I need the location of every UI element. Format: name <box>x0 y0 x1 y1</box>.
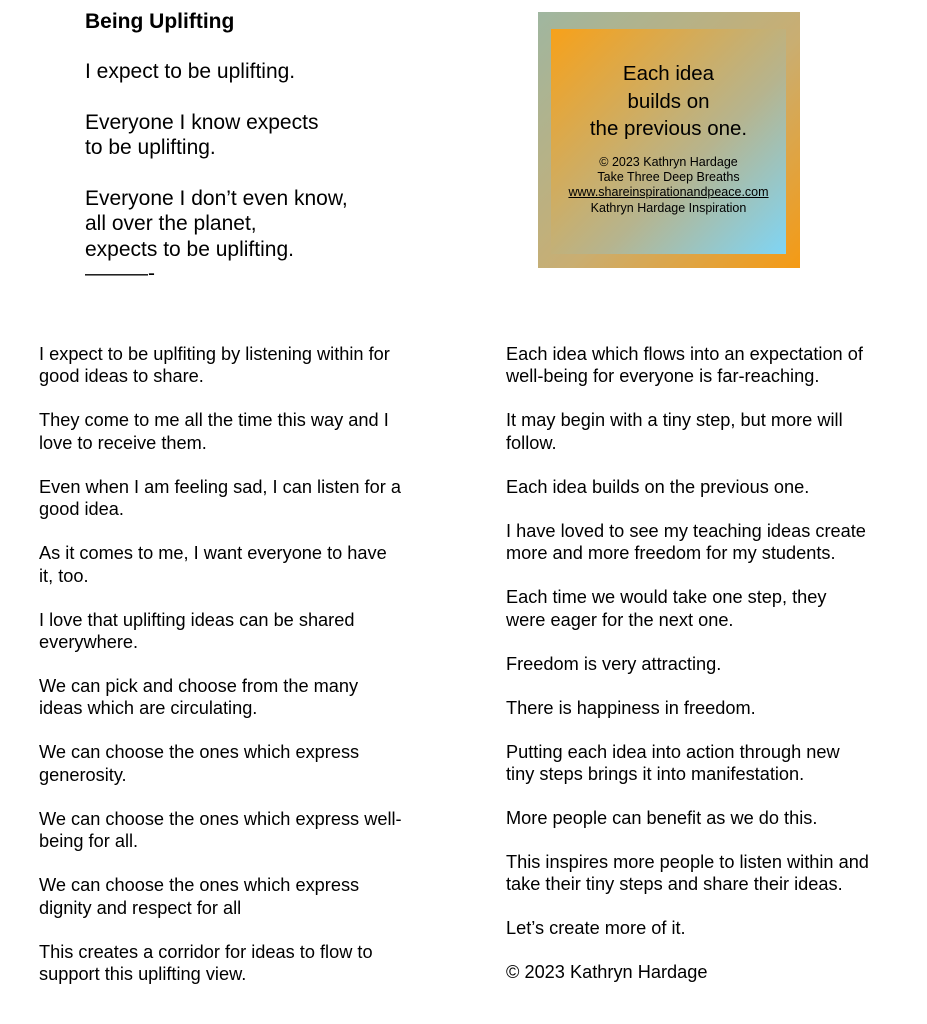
poem-stanza-1: I expect to be uplifting. <box>85 60 296 83</box>
right-paragraph: More people can benefit as we do this. <box>506 808 818 829</box>
left-paragraph: We can choose the ones which express generosity. <box>39 742 360 785</box>
poem-stanza-3: Everyone I don’t even know, all over the planet, expects to be uplifting. <box>85 186 348 261</box>
right-paragraph: Let’s create more of it. <box>506 918 686 939</box>
left-paragraph: We can choose the ones which express dignity and respect for all <box>39 875 360 918</box>
poem-title: Being Uplifting <box>85 10 235 33</box>
copyright-line: © 2023 Kathryn Hardage <box>506 962 708 983</box>
right-paragraph: Freedom is very attracting. <box>506 653 722 674</box>
right-paragraph: I have loved to see my teaching ideas create more and more freedom for my students. <box>506 520 866 564</box>
left-paragraph: They come to me all the time this way and I love to receive them. <box>39 410 389 453</box>
card-website-link[interactable]: www.shareinspirationandpeace.com <box>568 185 769 200</box>
quote-card <box>538 12 800 268</box>
poem-stanza-2: Everyone I know expects to be uplifting. <box>85 110 319 159</box>
card-series: Take Three Deep Breaths <box>597 170 740 185</box>
card-credits <box>551 155 786 216</box>
card-brand: Kathryn Hardage Inspiration <box>590 200 747 215</box>
right-column <box>506 343 906 1005</box>
right-paragraph: Each time we would take one step, they were eager for the next one. <box>506 587 827 630</box>
card-copyright: © 2023 Kathryn Hardage <box>599 155 738 169</box>
left-paragraph: As it comes to me, I want everyone to have it, too. <box>39 543 387 586</box>
card-quote: Each idea builds on the previous one. <box>589 62 748 140</box>
poem-section <box>85 8 505 286</box>
right-paragraph: There is happiness in freedom. <box>506 697 756 718</box>
right-paragraph: Putting each idea into action through new tiny steps brings it into manifestation. <box>506 741 840 785</box>
right-paragraph: Each idea builds on the previous one. <box>506 476 810 497</box>
left-paragraph: This creates a corridor for ideas to flow to support this uplifting view. <box>39 941 373 985</box>
right-paragraph: This inspires more people to listen within and take their tiny steps and share their ideas. <box>506 852 869 895</box>
left-paragraph: We can choose the ones which express well- being for all. <box>39 808 402 852</box>
left-paragraph: We can pick and choose from the many ideas which are circulating. <box>39 676 359 719</box>
left-paragraph: Even when I am feeling sad, I can listen for a good idea. <box>39 476 401 520</box>
left-paragraph: I love that uplifting ideas can be shared everywhere. <box>39 609 355 653</box>
right-paragraph: Each idea which flows into an expectation of well-being for everyone is far-reaching. <box>506 344 863 387</box>
quote-card-inner <box>551 29 786 254</box>
poem-divider: ———- <box>85 262 155 285</box>
right-paragraph: It may begin with a tiny step, but more will follow. <box>506 410 843 453</box>
left-paragraph: I expect to be uplfiting by listening within for good ideas to share. <box>39 344 390 387</box>
left-column <box>39 343 439 1007</box>
